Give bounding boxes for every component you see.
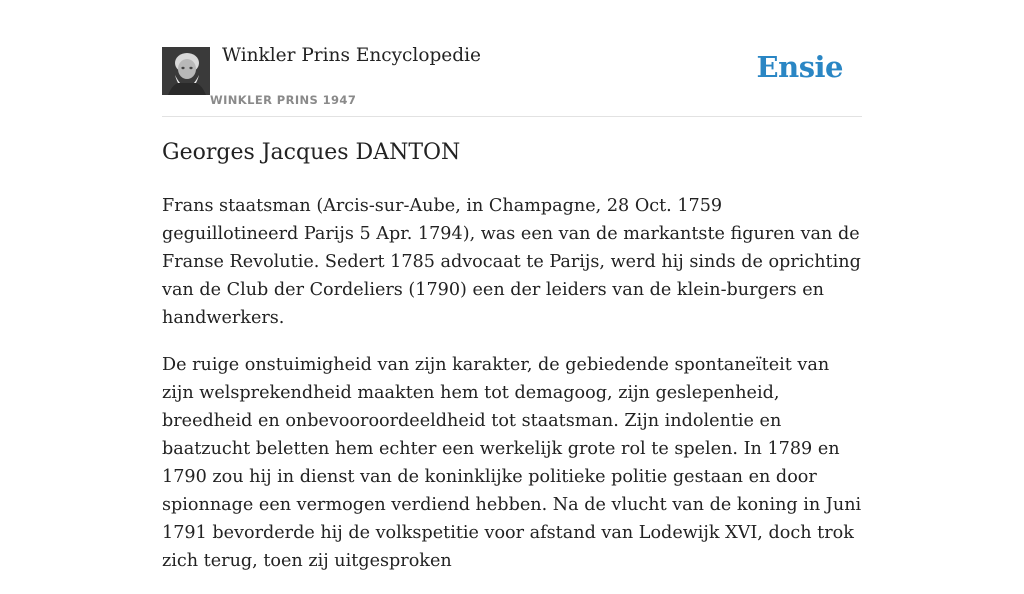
article-paragraph: De ruige onstuimigheid van zijn karakter, de gebiedende spontaneïteit van zijn welsprekendheid maakten hem tot demagoog, zijn geslepenheid, breedheid en onbevooroordeeldheid tot staatsman. Zijn indolentie en baatzucht beletten hem echter een werkelijk grote rol te spelen. In 1789 en 1790 zou hij in dienst van de koninklijke politieke politie gestaan en door spionnage een vermogen verdiend hebben. Na de vlucht van de koning in Juni 1791 bevorderde hij de volkspetitie voor afstand van Lodewijk XVI, doch trok zich terug, toen zij uitgesproken (162, 355, 862, 571)
bearded-man-portrait-icon (162, 47, 210, 95)
article-body (162, 192, 862, 594)
article-title: Georges Jacques DANTON (162, 140, 461, 165)
page (162, 0, 862, 571)
article-paragraph: Frans staatsman (Arcis-sur-Aube, in Champagne, 28 Oct. 1759 geguillotineerd Parijs 5 Apr. 1794), was een van de markantste figuren van de Franse Revolutie. Sedert 1785 advocaat te Parijs, werd hij sinds de oprichting van de Club der Cordeliers (1790) een der leiders van de klein-burgers en handwerkers. (162, 196, 861, 328)
header (162, 0, 862, 117)
brand-logo[interactable]: Ensie (756, 50, 843, 84)
avatar[interactable] (162, 47, 210, 95)
edition-label[interactable]: WINKLER PRINS 1947 (210, 93, 357, 107)
site-name-link[interactable]: Winkler Prins Encyclopedie (222, 45, 481, 66)
